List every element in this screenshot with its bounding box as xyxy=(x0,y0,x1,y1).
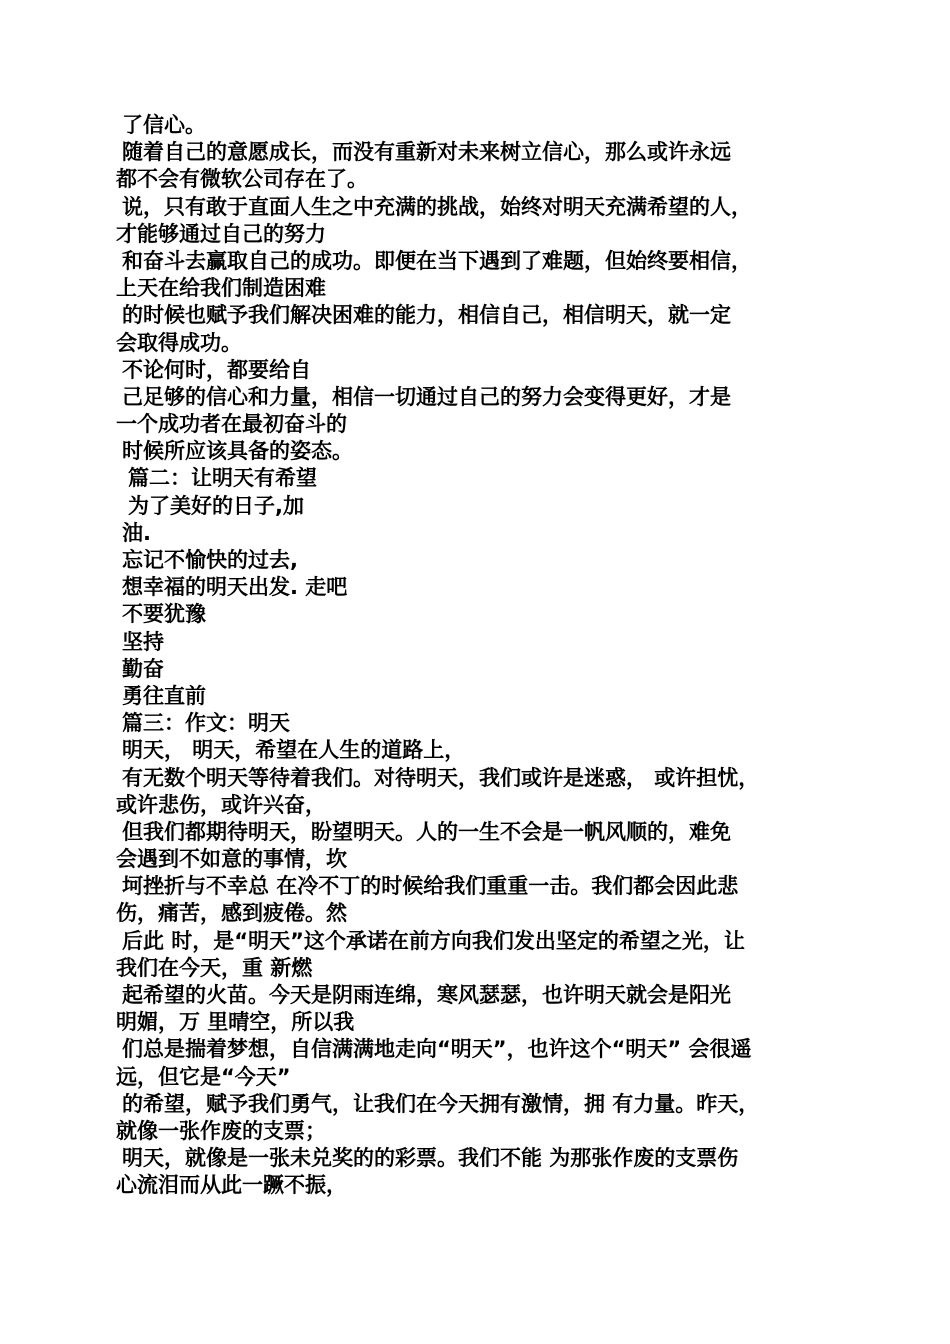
text-line: 明天， 明天，希望在人生的道路上， xyxy=(122,738,466,763)
text-line: 明天，就像是一张未兑奖的的彩票。我们不能 为那张作废的支票伤 xyxy=(122,1146,739,1171)
text-line: 为了美好的日子,加 xyxy=(128,493,304,518)
text-line: 想幸福的明天出发. 走吧 xyxy=(122,575,348,600)
text-line: 勇往直前 xyxy=(122,683,206,708)
text-line: 明媚，万 里晴空，所以我 xyxy=(116,1010,355,1035)
section-heading: 篇二：让明天有希望 xyxy=(128,466,317,491)
text-line: 油. xyxy=(122,520,151,545)
text-line: 不要犹豫 xyxy=(122,602,206,627)
text-line: 会遇到不如意的事情，坎 xyxy=(116,847,347,872)
text-line: 的希望，赋予我们勇气，让我们在今天拥有激情，拥 有力量。昨天， xyxy=(122,1091,760,1116)
text-line: 的时候也赋予我们解决困难的能力，相信自己，相信明天，就一定 xyxy=(122,303,731,328)
text-line: 时候所应该具备的姿态。 xyxy=(122,439,353,464)
text-line: 坷挫折与不幸总 在冷不丁的时候给我们重重一击。我们都会因此悲 xyxy=(122,874,739,899)
text-line: 忘记不愉快的过去, xyxy=(122,548,298,572)
text-line: 和奋斗去赢取自己的成功。即便在当下遇到了难题，但始终要相信， xyxy=(122,248,752,273)
text-line: 我们在今天，重 新燃 xyxy=(116,955,313,980)
text-line: 随着自己的意愿成长，而没有重新对未来树立信心，那么或许永远 xyxy=(122,140,731,165)
text-line: 们总是揣着梦想，自信满满地走向“明天”，也许这个“明天” 会很遥 xyxy=(122,1037,752,1062)
text-line: 就像一张作废的支票； xyxy=(116,1118,326,1143)
text-line: 起希望的火苗。今天是阴雨连绵，寒风瑟瑟，也许明天就会是阳光 xyxy=(122,983,731,1007)
text-line: 但我们都期待明天，盼望明天。人的一生不会是一帆风顺的，难免 xyxy=(122,819,731,844)
text-line: 有无数个明天等待着我们。对待明天，我们或许是迷惑， 或许担忧， xyxy=(122,765,760,790)
text-line: 说，只有敢于直面人生之中充满的挑战，始终对明天充满希望的人， xyxy=(122,194,752,219)
text-line: 己足够的信心和力量，相信一切通过自己的努力会变得更好，才是 xyxy=(122,384,731,409)
text-line: 心流泪而从此一蹶不振， xyxy=(116,1173,347,1198)
text-line: 坚持 xyxy=(122,629,164,654)
text-line: 才能够通过自己的努力 xyxy=(116,221,326,246)
text-line: 上天在给我们制造困难 xyxy=(116,276,326,301)
section-heading: 篇三：作文：明天 xyxy=(122,711,290,736)
document-body xyxy=(116,112,836,1200)
text-line: 勤奋 xyxy=(122,656,164,681)
text-line: 伤，痛苦，感到疲倦。然 xyxy=(116,901,347,926)
text-line: 都不会有微软公司存在了。 xyxy=(116,167,368,192)
text-line: 或许悲伤，或许兴奋， xyxy=(116,792,326,817)
text-line: 了信心。 xyxy=(122,113,206,137)
text-line: 后此 时，是“明天”这个承诺在前方向我们发出坚定的希望之光，让 xyxy=(122,928,745,953)
text-line: 不论何时，都要给自 xyxy=(122,357,311,382)
text-line: 会取得成功。 xyxy=(116,330,242,355)
text-line: 一个成功者在最初奋斗的 xyxy=(116,412,347,437)
text-line: 远，但它是“今天” xyxy=(116,1064,291,1089)
